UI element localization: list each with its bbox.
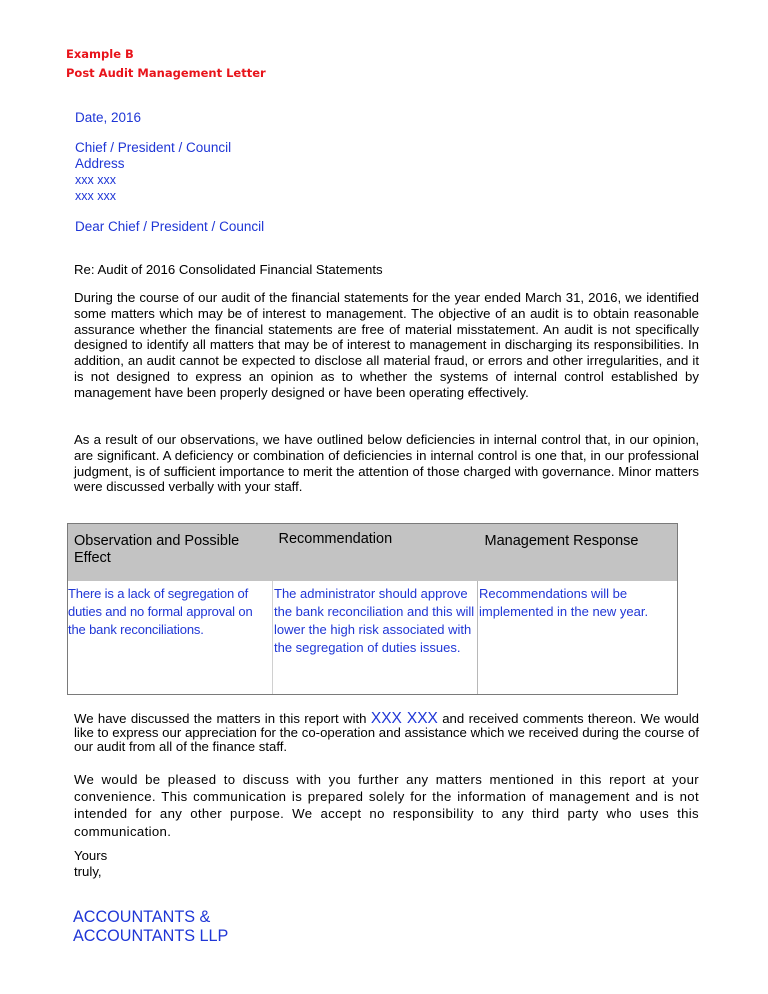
closing-line-yours: Yours [74, 848, 108, 863]
contact-name-placeholder: XXX XXX [370, 710, 438, 727]
paragraph-discussion [74, 712, 699, 753]
table-row [68, 581, 678, 695]
table-cell-observation: There is a lack of segregation of duties and no formal approval on the bank reconciliations. [68, 581, 273, 695]
signature-block [73, 908, 228, 945]
salutation: Dear Chief / President / Council [75, 219, 265, 234]
discussion-text-after: and received comments thereon. We would like to express our appreciation for the co-operation and assistance which we received during the course of our audit from all of the finance staff. [74, 711, 699, 754]
discussion-text-before: We have discussed the matters in this report with [74, 711, 371, 726]
table-header-response: Management Response [478, 524, 678, 581]
deficiency-table [67, 523, 678, 695]
paragraph-audit-scope: During the course of our audit of the financial statements for the year ended March 31, 2016, we identified some matters which may be of interest to management. The objective of an audit is to obtain reasonable assurance whether the financial statements are free of material misstatement. An audit is not specifically designed to identify all matters that may be of interest to management in discharging its responsibilities. In addition, an audit cannot be expected to disclose all material fraud, or errors and other irregularities, and it is not designed to express an opinion as to whether the systems of internal control established by management have been properly designed or have been operating effectively. [74, 290, 699, 400]
signature-line-1: ACCOUNTANTS & [73, 908, 211, 926]
table-header-recommendation: Recommendation [273, 524, 478, 581]
recipient-address-label: Address [75, 156, 125, 171]
table-cell-response: Recommendations will be implemented in the new year. [478, 581, 678, 695]
signature-line-2: ACCOUNTANTS LLP [73, 926, 229, 945]
closing-line-truly: truly, [74, 864, 102, 879]
recipient-address-line-1: xxx xxx [75, 173, 116, 187]
paragraph-disclaimer: We would be pleased to discuss with you further any matters mentioned in this report at your convenience. This communication is prepared solely for the information of management and is not intended for any other purpose. We accept no responsibility to any third party who uses this communication. [74, 772, 699, 839]
paragraph-deficiencies: As a result of our observations, we have outlined below deficiencies in internal control that, in our opinion, are significant. A deficiency or combination of deficiencies in internal control is one that, in our professional judgment, is of sufficient importance to merit the attention of those charged with governance. Minor matters were discussed verbally with your staff. [74, 432, 699, 495]
table-header-observation: Observation and Possible Effect [68, 524, 273, 581]
letter-date: Date, 2016 [75, 110, 142, 125]
subject-line: Re: Audit of 2016 Consolidated Financial Statements [74, 262, 383, 277]
letter-type-title: Post Audit Management Letter [66, 66, 266, 80]
recipient-address-line-2: xxx xxx [75, 189, 116, 203]
table-cell-recommendation: The administrator should approve the bank reconciliation and this will lower the high risk associated with the segregation of duties issues. [273, 581, 478, 695]
example-label: Example B [66, 47, 134, 61]
recipient-title: Chief / President / Council [75, 140, 232, 155]
